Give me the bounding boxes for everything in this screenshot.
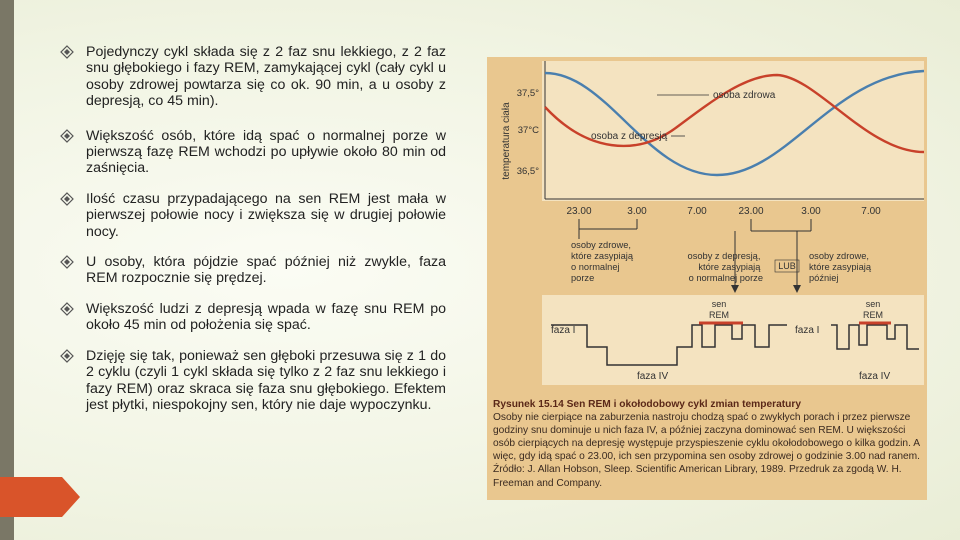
phase-label: faza I [551,325,576,336]
arrow-down-icon [793,285,801,293]
bullet-item [60,191,446,240]
rem-label: sen [711,299,727,309]
x-tick-label: 3.00 [627,206,647,217]
bullet-text: Większość osób, które idą spać o normalnej porze w pierwszą fazę REM wchodzi po upływie około 80 min od zaśnięcia. [86,127,446,177]
diamond-bullet-icon [60,45,74,59]
caption-title: Rysunek 15.14 Sen REM i okołodobowy cykl zmian temperatury [493,399,801,410]
rem-label: sen [865,299,881,309]
x-tick-label: 7.00 [861,206,881,217]
arrow-down-icon [731,285,739,293]
x-tick-label: 3.00 [801,206,821,217]
x-tick-label: 23.00 [738,206,764,217]
y-tick-label: 37°C [517,125,539,136]
series-label-depressed: osoba z depresją [591,131,668,142]
y-axis-title: temperatura ciała [501,102,512,180]
bullet-text: Pojedynczy cykl składa się z 2 faz snu lekkiego, z 2 faz snu głębokiego i fazy REM, zamykającej cykl (cały cykl u osoby zdrowej powtarza się co ok. 90 min, a u osoby z depresją, co 45 min). [86,44,446,110]
group-label-depressed: osoby z depresją, które zasypiają o normalnej porze [687,251,763,283]
bullet-list [60,44,446,431]
hypnogram-right-bg [792,295,924,385]
phase-label: faza IV [637,371,669,382]
diamond-bullet-icon [60,255,74,269]
group-label-healthy-late: osoby zdrowe, które zasypiają później [809,251,872,283]
bullet-item [60,44,446,110]
rem-label: REM [709,310,729,320]
bullet-item [60,254,446,287]
y-tick-label: 36,5° [516,166,539,177]
caption-text: Osoby nie cierpiące na zaburzenia nastroju chodzą spać o zwykłych porach i przez pierwsze godziny snu dominuje u nich faza IV, a później zaczyna dominować sen REM. U większości osób cierpiących na depresję występuje przyspieszenie cyklu okołodobowego o kilka godzin. A więc, gdy idą spać o 23.00, ich sen przypomina sen osoby zdrowej o godzinie 3.00 nad ranem. Źródło: J. Allan Hobson, Sleep. Scientific American Library, 1989. Przedruk za zgodą W. H. Freeman and Company. [493,412,920,489]
sleep-figure [487,57,927,500]
bullet-item [60,128,446,177]
bullet-text: Dzięję się tak, ponieważ sen głęboki przesuwa się z 1 do 2 cyklu (czyli 1 cykl składa się tylko z 2 faz snu lekkiego i fazy REM) oraz skraca się faza snu głębokiego. Efektem jest płytki, niespokojny sen, który nie daje wypoczynku. [86,347,446,413]
rem-label: REM [863,310,883,320]
bullet-item [60,348,446,414]
bullet-text: Ilość czasu przypadającego na sen REM jest mała w pierwszej połowie nocy i zwiększa się w drugiej połowie nocy. [86,190,446,240]
diamond-bullet-icon [60,349,74,363]
phase-label: faza I [795,325,820,336]
x-tick-label: 7.00 [687,206,707,217]
diamond-bullet-icon [60,129,74,143]
series-label-healthy: osoba zdrowa [713,90,776,101]
or-label: LUB [778,261,796,271]
slide-arrow-tab [0,477,80,517]
bullet-text: U osoby, która pójdzie spać później niż zwykle, faza REM rozpocznie się prędzej. [86,254,446,287]
bullet-item [60,301,446,334]
left-accent-bar [0,0,14,540]
x-tick-label: 23.00 [566,206,592,217]
diamond-bullet-icon [60,302,74,316]
figure-caption [493,398,923,490]
phase-label: faza IV [859,371,891,382]
diamond-bullet-icon [60,192,74,206]
y-tick-label: 37,5° [516,88,539,99]
bullet-text: Większość ludzi z depresją wpada w fazę snu REM po około 45 min od położenia się spać. [86,300,446,334]
group-label-healthy-normal: osoby zdrowe, które zasypiają o normalnej porze [571,240,634,283]
